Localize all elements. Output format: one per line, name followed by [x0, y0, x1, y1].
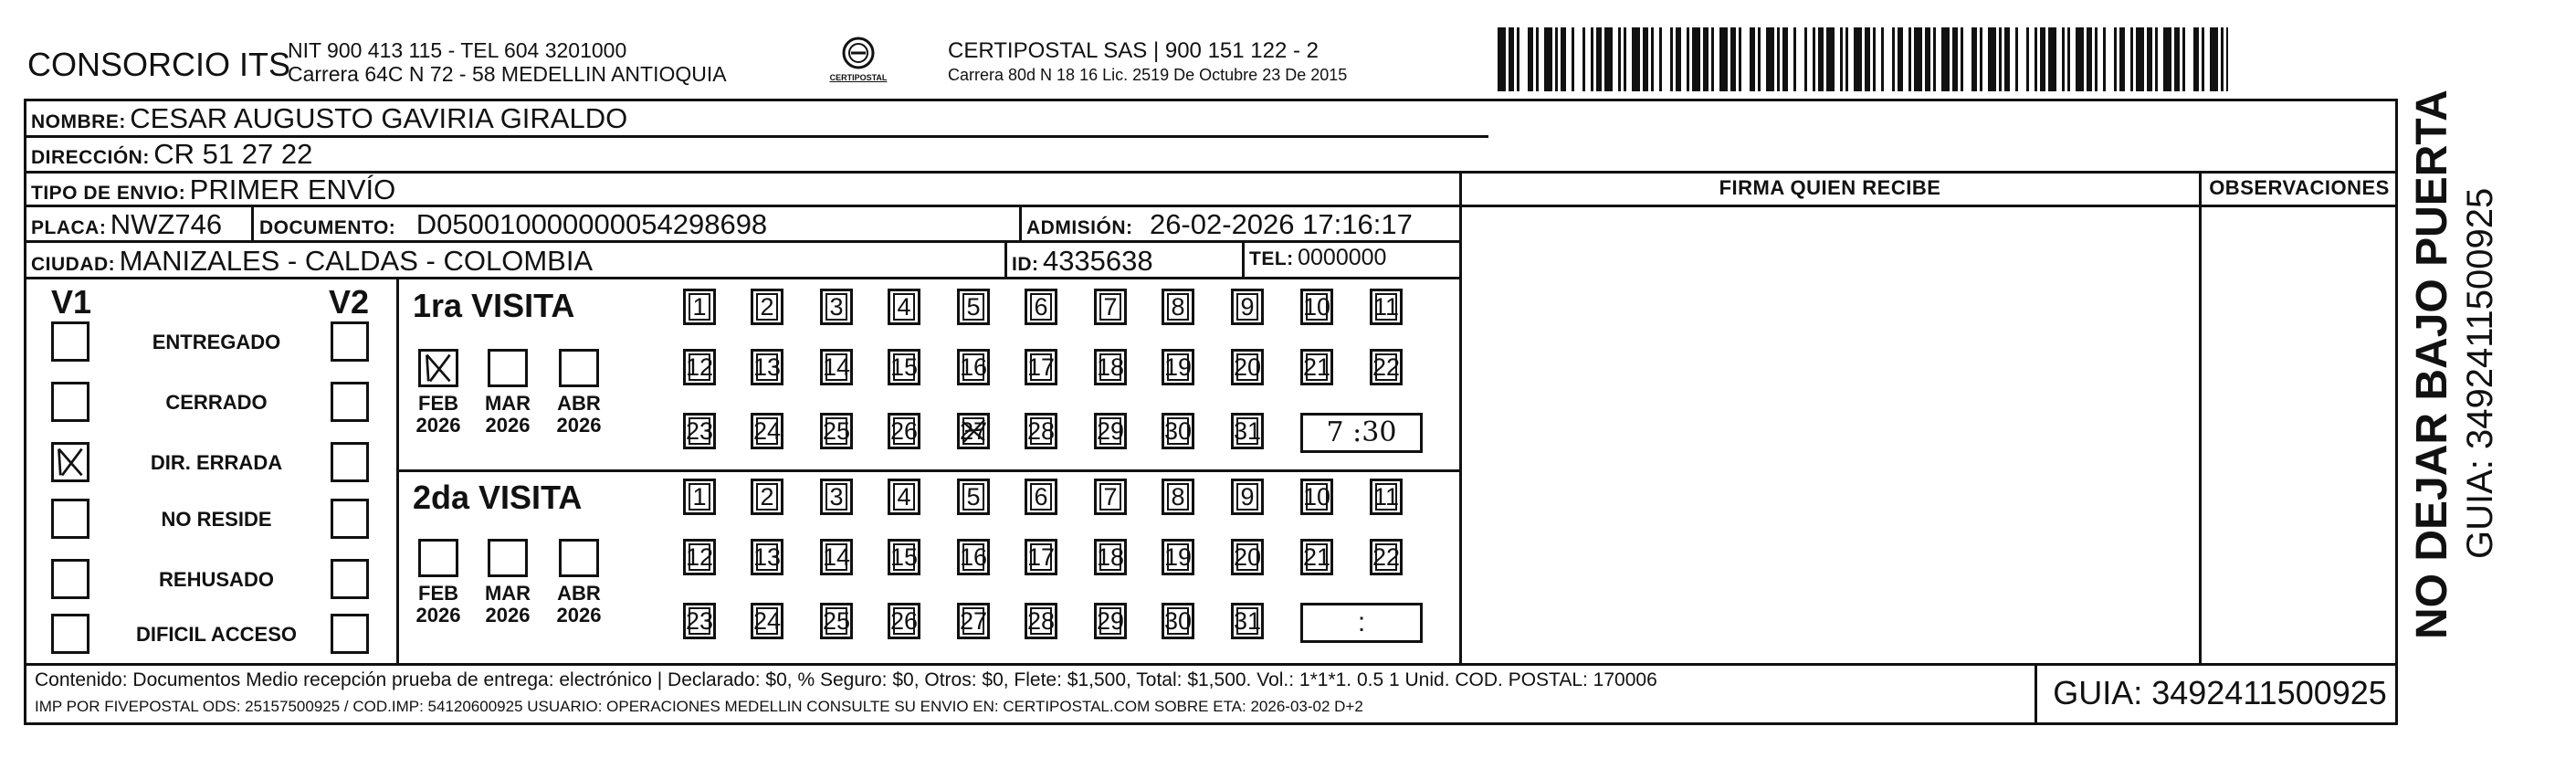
id-row [1012, 245, 1153, 278]
admision-row [1026, 208, 1413, 241]
barcode [1498, 27, 2228, 91]
day-box-13[interactable]: 13 [751, 539, 783, 575]
documento-value: D050010000000054298698 [415, 208, 768, 240]
day-box-21[interactable]: 21 [1300, 349, 1333, 385]
placa-label: PLACA: [31, 217, 107, 238]
day-box-4[interactable]: 4 [888, 479, 920, 515]
day-box-11[interactable]: 11 [1370, 479, 1403, 515]
tel-label: TEL: [1249, 248, 1294, 269]
day-box-28[interactable]: 28 [1025, 413, 1057, 449]
month-checkbox-mar[interactable] [488, 349, 528, 387]
footer-contenido: Contenido: Documentos Medio recepción prueba de entrega: electrónico | Declarado: $0, % Seguro: $0, Otros: $0, Flete: $1,500, Total: $1,500. Vol.: 1*1*1. 0.5 1 Unid. COD. POSTAL: 170006 [35, 669, 1657, 690]
no-dejar-bajo-puerta: NO DEJAR BAJO PUERTA [2408, 89, 2456, 639]
company-name: CONSORCIO ITS [27, 46, 291, 83]
admision-label: ADMISIÓN: [1026, 217, 1133, 238]
day-box-12[interactable]: 12 [683, 349, 716, 385]
company-nit: NIT 900 413 115 - TEL 604 3201000 [288, 38, 627, 62]
nombre-value: CESAR AUGUSTO GAVIRIA GIRALDO [130, 102, 628, 134]
day-box-25[interactable]: 25 [820, 603, 853, 639]
day-box-10[interactable]: 10 [1300, 479, 1333, 515]
ciudad-label: CIUDAD: [31, 254, 116, 275]
id-label: ID: [1012, 254, 1039, 275]
status-v1-checkbox[interactable] [51, 559, 89, 599]
certipostal-logo-text: CERTIPOSTAL [829, 73, 888, 82]
day-box-1[interactable]: 1 [683, 479, 716, 515]
documento-row [259, 208, 767, 241]
day-box-3[interactable]: 3 [820, 289, 853, 325]
month-checkbox-abr[interactable] [559, 539, 599, 577]
first-visit-time[interactable]: 7 :30 [1300, 413, 1423, 453]
nombre-row [31, 102, 627, 135]
status-v2-checkbox[interactable] [331, 614, 369, 654]
second-visit-title: 2da VISITA [413, 479, 583, 516]
day-box-8[interactable]: 8 [1162, 289, 1194, 325]
day-box-5[interactable]: 5 [957, 289, 990, 325]
status-v2-checkbox[interactable] [331, 321, 369, 362]
direccion-label: DIRECCIÓN: [31, 147, 150, 168]
day-box-19[interactable]: 19 [1162, 349, 1194, 385]
vertical-guia-text: GUIA: 3492411500925 [2460, 187, 2500, 559]
day-box-11[interactable]: 11 [1370, 289, 1403, 325]
day-box-13[interactable]: 13 [751, 349, 783, 385]
company-address: Carrera 64C N 72 - 58 MEDELLIN ANTIOQUIA [288, 62, 727, 86]
placa-value: NWZ746 [110, 208, 223, 240]
day-box-17[interactable]: 17 [1025, 539, 1057, 575]
admision-value: 26-02-2026 17:16:17 [1149, 208, 1413, 240]
day-box-25[interactable]: 25 [820, 413, 853, 449]
day-box-24[interactable]: 24 [751, 413, 783, 449]
month-label: FEB 2026 [415, 392, 461, 437]
status-v1-checkbox[interactable] [51, 382, 89, 422]
day-box-6[interactable]: 6 [1025, 289, 1057, 325]
status-v2-checkbox[interactable] [331, 499, 369, 539]
day-box-4[interactable]: 4 [888, 289, 920, 325]
day-box-2[interactable]: 2 [751, 479, 783, 515]
month-label: FEB 2026 [415, 582, 461, 626]
day-box-9[interactable]: 9 [1231, 479, 1264, 515]
day-box-30[interactable]: 30 [1162, 413, 1194, 449]
status-v1-checkbox[interactable] [51, 499, 89, 539]
v2-label: V2 [329, 283, 370, 321]
day-box-26[interactable]: 26 [888, 413, 920, 449]
observaciones-label: OBSERVACIONES [2209, 176, 2390, 199]
status-label: DIR. ERRADA [150, 451, 283, 474]
day-box-12[interactable]: 12 [683, 539, 716, 575]
month-label: MAR 2026 [484, 392, 531, 437]
day-box-2[interactable]: 2 [751, 289, 783, 325]
day-box-27[interactable]: 27 [957, 603, 990, 639]
day-box-29[interactable]: 29 [1094, 603, 1127, 639]
day-box-30[interactable]: 30 [1162, 603, 1194, 639]
month-checkbox-mar[interactable] [488, 539, 528, 577]
certipostal-logo-icon [826, 35, 890, 91]
month-checkbox-feb[interactable] [418, 349, 458, 387]
day-box-3[interactable]: 3 [820, 479, 853, 515]
day-box-10[interactable]: 10 [1300, 289, 1333, 325]
day-box-19[interactable]: 19 [1162, 539, 1194, 575]
day-box-29[interactable]: 29 [1094, 413, 1127, 449]
vertical-warning [2407, 89, 2456, 639]
tipo-envio-label: TIPO DE ENVIO: [31, 183, 186, 204]
status-v1-checkbox[interactable] [51, 442, 89, 482]
tel-row [1249, 245, 1386, 271]
day-box-27[interactable]: 27 [957, 413, 990, 449]
day-box-18[interactable]: 18 [1094, 539, 1127, 575]
status-v1-checkbox[interactable] [51, 321, 89, 362]
day-box-24[interactable]: 24 [751, 603, 783, 639]
day-box-20[interactable]: 20 [1231, 539, 1264, 575]
day-box-17[interactable]: 17 [1025, 349, 1057, 385]
day-box-15[interactable]: 15 [888, 539, 920, 575]
placa-row [31, 208, 222, 241]
day-box-22[interactable]: 22 [1370, 349, 1403, 385]
second-visit-time[interactable]: : [1300, 603, 1423, 643]
day-box-8[interactable]: 8 [1162, 479, 1194, 515]
certipostal-logo [826, 35, 890, 91]
first-visit-title: 1ra VISITA [413, 287, 575, 324]
id-value: 4335638 [1042, 245, 1153, 277]
vertical-guia [2460, 102, 2500, 559]
status-v2-checkbox[interactable] [331, 559, 369, 599]
documento-label: DOCUMENTO: [259, 217, 396, 238]
day-box-14[interactable]: 14 [820, 539, 853, 575]
direccion-row [31, 138, 312, 171]
day-box-7[interactable]: 7 [1094, 479, 1127, 515]
tel-value: 0000000 [1298, 245, 1387, 270]
day-box-14[interactable]: 14 [820, 349, 853, 385]
certipostal-address: Carrera 80d N 18 16 Lic. 2519 De Octubre 23 De 2015 [948, 66, 1348, 84]
day-box-21[interactable]: 21 [1300, 539, 1333, 575]
month-label: MAR 2026 [484, 582, 531, 626]
month-label: ABR 2026 [556, 582, 602, 626]
status-v1-checkbox[interactable] [51, 614, 89, 654]
day-box-18[interactable]: 18 [1094, 349, 1127, 385]
day-box-31[interactable]: 31 [1231, 603, 1264, 639]
day-box-15[interactable]: 15 [888, 349, 920, 385]
day-box-31[interactable]: 31 [1231, 413, 1264, 449]
month-checkbox-abr[interactable] [559, 349, 599, 387]
day-box-23[interactable]: 23 [683, 413, 716, 449]
day-box-28[interactable]: 28 [1025, 603, 1057, 639]
certipostal-info: CERTIPOSTAL SAS | 900 151 122 - 2 [948, 38, 1319, 63]
tipo-envio-value: PRIMER ENVÍO [189, 174, 396, 205]
day-box-26[interactable]: 26 [888, 603, 920, 639]
day-box-16[interactable]: 16 [957, 349, 990, 385]
ciudad-row [31, 245, 593, 278]
status-v2-checkbox[interactable] [331, 442, 369, 482]
month-label: ABR 2026 [556, 392, 602, 437]
status-label: NO RESIDE [161, 508, 272, 531]
direccion-value: CR 51 27 22 [153, 138, 313, 170]
status-v2-checkbox[interactable] [331, 382, 369, 422]
status-label: CERRADO [165, 391, 268, 414]
status-label: REHUSADO [159, 568, 274, 591]
status-label: DIFICIL ACCESO [135, 623, 297, 646]
day-box-23[interactable]: 23 [683, 603, 716, 639]
ciudad-value: MANIZALES - CALDAS - COLOMBIA [119, 245, 594, 277]
day-box-6[interactable]: 6 [1025, 479, 1057, 515]
day-box-9[interactable]: 9 [1231, 289, 1264, 325]
v1-label: V1 [51, 283, 92, 321]
status-label: ENTREGADO [152, 331, 281, 353]
footer-guia: GUIA: 3492411500925 [2053, 674, 2387, 711]
day-box-5[interactable]: 5 [957, 479, 990, 515]
day-box-1[interactable]: 1 [683, 289, 716, 325]
day-box-7[interactable]: 7 [1094, 289, 1127, 325]
nombre-label: NOMBRE: [31, 111, 126, 132]
footer-imp: IMP POR FIVEPOSTAL ODS: 25157500925 / COD.IMP: 54120600925 USUARIO: OPERACIONES MEDELLIN CONSULTE SU ENVIO EN: CERTIPOSTAL.COM SOBRE ETA: 2026-03-02 D+2 [35, 698, 1363, 715]
firma-label: FIRMA QUIEN RECIBE [1719, 176, 1941, 199]
tipo-envio-row [31, 174, 395, 206]
day-box-16[interactable]: 16 [957, 539, 990, 575]
day-box-22[interactable]: 22 [1370, 539, 1403, 575]
month-checkbox-feb[interactable] [418, 539, 458, 577]
day-box-20[interactable]: 20 [1231, 349, 1264, 385]
